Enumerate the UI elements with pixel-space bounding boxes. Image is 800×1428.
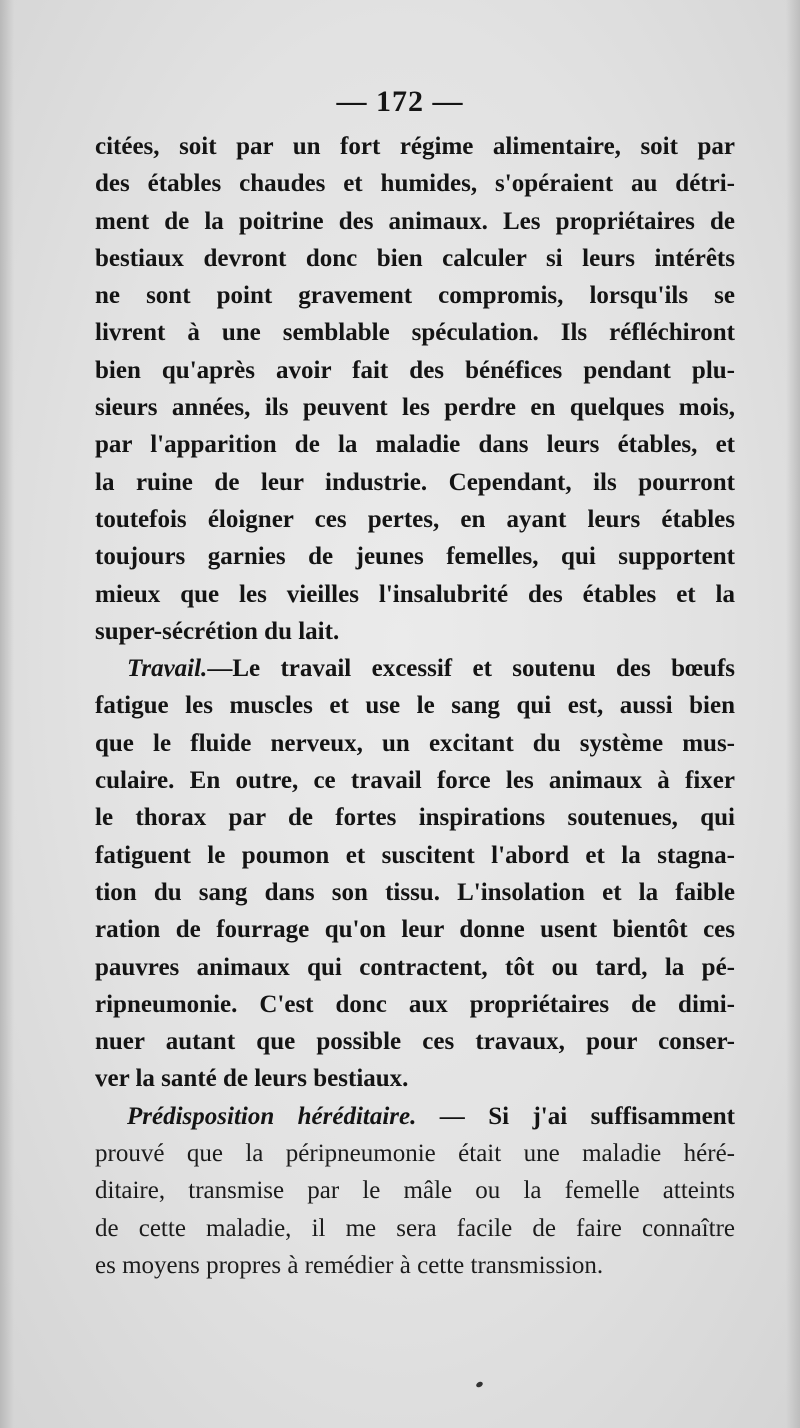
text-line: la ruine de leur industrie. Cependant, ils pourront [95,468,735,496]
text-line: pauvres animaux qui contractent, tôt ou tard, la pé- [95,953,735,981]
text-line: fatigue les muscles et use le sang qui est, aussi bien [95,692,735,720]
text-line: nuer autant que possible ces travaux, pour conser- [95,1028,735,1056]
text-line: le thorax par de fortes inspirations soutenues, qui [95,804,735,832]
page-number: — 172 — [336,85,464,118]
text-line: citées, soit par un fort régime alimentaire, soit par [95,133,735,160]
text-line: fatiguent le poumon et suscitent l'abord et la stagna- [95,841,735,869]
text-line: ment de la poitrine des animaux. Les propriétaires de [95,207,735,235]
text-line: par l'apparition de la maladie dans leurs étables, et [95,431,735,459]
text-line: es moyens propres à remédier à cette transmission. [95,1251,604,1279]
section-heading-predisposition: Prédisposition héréditaire. [127,1102,417,1130]
section-text: —Le travail excessif et soutenu des bœufs [207,655,735,683]
text-line: toujours garnies de jeunes femelles, qui supportent [95,543,735,571]
ink-speck [475,1381,484,1389]
text-line: ditaire, transmise par le mâle ou la femelle atteints [95,1177,735,1205]
text-line: livrent à une semblable spéculation. Ils réfléchiront [95,319,735,347]
page-edge-left [0,0,14,1428]
text-line: culaire. En outre, ce travail force les animaux à fixer [95,767,735,795]
text-line: bestiaux devront donc bien calculer si leurs intérêts [95,244,735,272]
text-line: ne sont point gravement compromis, lorsqu'ils se [95,282,735,310]
text-line: prouvé que la péripneumonie était une maladie héré- [95,1140,735,1168]
text-line: ration de fourrage qu'on leur donne usent bientôt ces [95,916,735,944]
text-line: sieurs années, ils peuvent les perdre en quelques mois, [95,394,735,422]
text-line: toutefois éloigner ces pertes, en ayant leurs étables [95,505,735,533]
text-line: mieux que les vieilles l'insalubrité des étables et la [95,580,735,608]
section-line-travail [95,650,735,687]
text-line: des étables chaudes et humides, s'opéraient au détri- [95,170,735,198]
text-line: super-sécrétion du lait. [95,617,340,645]
text-line: ver la santé de leurs bestiaux. [95,1065,409,1093]
text-line: bien qu'après avoir fait des bénéfices pendant plu- [95,356,735,384]
text-line: de cette maladie, il me sera facile de faire connaître [95,1214,735,1242]
section-text: — Si j'ai suffisamment [416,1102,736,1130]
section-heading-travail: Travail. [127,655,208,683]
text-line: ripneumonie. C'est donc aux propriétaires de dimi- [95,990,735,1018]
body-text [95,128,735,1284]
page-edge-right [786,0,800,1428]
text-line: tion du sang dans son tissu. L'insolation et la faible [95,878,735,906]
section-line-predisposition [95,1098,735,1135]
text-line: que le fluide nerveux, un excitant du système mus- [95,729,735,757]
